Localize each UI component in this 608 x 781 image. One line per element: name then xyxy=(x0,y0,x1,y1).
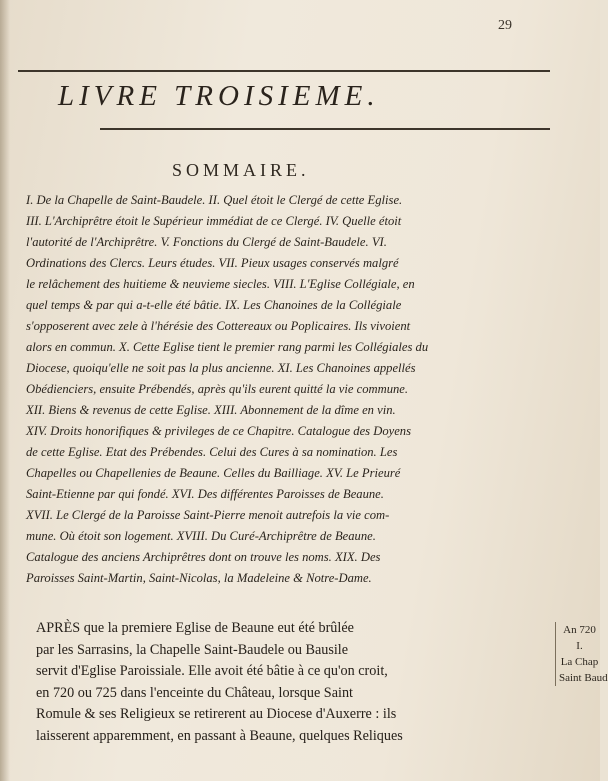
summary-line: Chapelles ou Chapellenies de Beaune. Celles du Bailliage. XV. Le Prieuré xyxy=(26,466,401,480)
summary-line: de cette Eglise. Etat des Prébendes. Celui des Cures à sa nomination. Les xyxy=(26,445,398,459)
summary-line: Obédienciers, ensuite Prébendés, après qu'ils eurent quitté la vie commune. xyxy=(26,382,409,396)
page-number: 29 xyxy=(498,18,512,33)
margin-note-line: Saint Baud xyxy=(559,672,608,684)
summary-line: Saint-Etienne par qui fondé. XVI. Des différentes Paroisses de Beaune. xyxy=(26,487,384,501)
summary-line: Catalogue des anciens Archiprêtres dont on trouve les noms. XIX. Des xyxy=(26,550,381,564)
body-paragraph xyxy=(36,618,546,747)
summary-line: XVII. Le Clergé de la Paroisse Saint-Pierre menoit autrefois la vie com- xyxy=(26,508,390,522)
page-gutter-shadow xyxy=(0,0,10,781)
summary-line: quel temps & par qui a-t-elle été bâtie. IX. Les Chanoines de la Collégiale xyxy=(26,298,402,312)
summary-line: Paroisses Saint-Martin, Saint-Nicolas, la Madeleine & Notre-Dame. xyxy=(26,571,372,585)
summary-line: III. L'Archiprêtre étoit le Supérieur immédiat de ce Clergé. IV. Quelle étoit xyxy=(26,214,402,228)
body-line: par les Sarrasins, la Chapelle Saint-Baudele ou Bausile xyxy=(36,641,349,658)
summary-line: I. De la Chapelle de Saint-Baudele. II. Quel étoit le Clergé de cette Eglise. xyxy=(26,193,403,207)
summary-line: XII. Biens & revenus de cette Eglise. XIII. Abonnement de la dîme en vin. xyxy=(26,403,396,417)
title-rule xyxy=(100,128,550,130)
body-line: APRÈS que la premiere Eglise de Beaune eut été brûlée xyxy=(36,620,354,636)
summary-line: Diocese, quoiqu'elle ne soit pas la plus ancienne. XI. Les Chanoines appellés xyxy=(26,361,416,375)
body-line: en 720 ou 725 dans l'enceinte du Château, lorsque Saint xyxy=(36,684,353,701)
margin-note-line: La Chap xyxy=(560,656,599,668)
body-line: laisserent apparemment, en passant à Beaune, quelques Reliques xyxy=(36,727,403,744)
body-line: servit d'Eglise Paroissiale. Elle avoit été bâtie à ce qu'on croit, xyxy=(36,663,388,679)
summary-line: mune. Où étoit son logement. XVIII. Du Curé-Archiprêtre de Beaune. xyxy=(26,529,376,543)
margin-note-line: An 720 xyxy=(563,624,596,636)
summary-line: s'opposerent avec zele à l'hérésie des Cottereaux ou Poplicaires. Ils vivoient xyxy=(26,319,411,333)
margin-note xyxy=(555,622,608,686)
top-rule xyxy=(18,70,550,72)
summary-heading: SOMMAIRE. xyxy=(172,160,310,180)
summary-line: XIV. Droits honorifiques & privileges de ce Chapitre. Catalogue des Doyens xyxy=(26,424,411,438)
summary-line: le relâchement des huitieme & neuvieme siecles. VIII. L'Eglise Collégiale, en xyxy=(26,277,415,291)
margin-note-line: I. xyxy=(576,640,583,652)
summary-block xyxy=(26,190,546,589)
body-line: Romule & ses Religieux se retirerent au Diocese d'Auxerre : ils xyxy=(36,706,397,722)
summary-line: Ordinations des Clercs. Leurs études. VII. Pieux usages conservés malgré xyxy=(26,256,399,270)
summary-line: l'autorité de l'Archiprêtre. V. Fonctions du Clergé de Saint-Baudele. VI. xyxy=(26,235,387,249)
book-title: LIVRE TROISIEME. xyxy=(58,80,380,112)
summary-line: alors en commun. X. Cette Eglise tient le premier rang parmi les Collégiales du xyxy=(26,340,429,354)
